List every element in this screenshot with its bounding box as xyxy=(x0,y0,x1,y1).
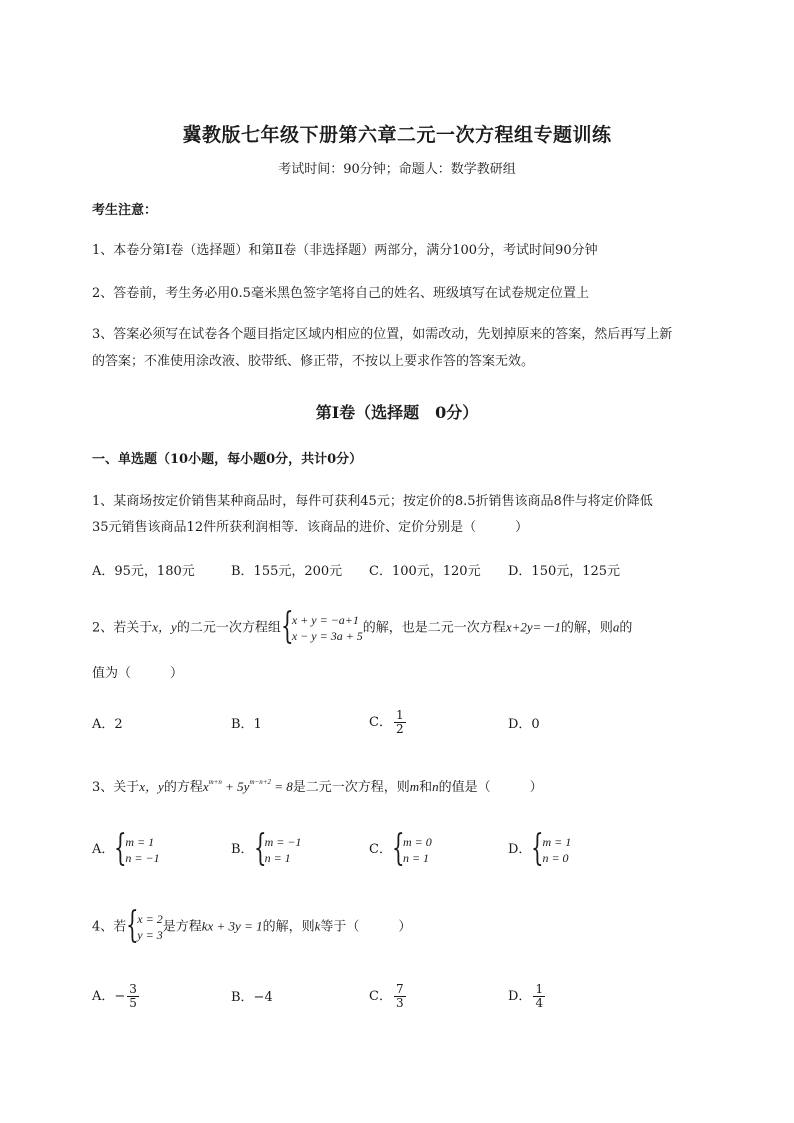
q1-text-line-2: 35元销售该商品12件所获利润相等．该商品的进价、定价分别是（ ） xyxy=(92,520,529,535)
q3-option-c-eq1: m = 0 xyxy=(402,835,432,849)
q3-option-c-label: C． xyxy=(369,842,392,857)
q3-option-b xyxy=(231,828,302,869)
q2-option-c-fraction xyxy=(394,709,406,736)
q3-option-a-system xyxy=(114,828,160,869)
q2-eq3: x+2y=－1 xyxy=(505,619,561,635)
q3-option-d-eq2: n = 0 xyxy=(542,851,569,865)
q1-option-b: B．155元，200元 xyxy=(231,564,343,579)
q2-option-d: D．0 xyxy=(508,717,540,732)
fraction-numerator: 1 xyxy=(395,708,404,722)
q4-option-d-label: D． xyxy=(508,989,532,1004)
notice-heading: 考生注意： xyxy=(92,203,158,218)
part-heading: 一、单选题（10小题，每小题0分，共计0分） xyxy=(92,452,363,467)
q3-option-b-system xyxy=(253,828,302,869)
q2-mid: 的二元一次方程组 xyxy=(176,620,281,636)
brace-glyph: { xyxy=(391,828,405,869)
brace-glyph: { xyxy=(531,828,545,869)
q3-eq-x: x xyxy=(202,779,209,794)
q3-var-n: n xyxy=(432,779,439,794)
exam-title: 冀教版七年级下册第六章二元一次方程组专题训练 xyxy=(182,124,612,146)
q4-option-a xyxy=(92,983,141,1010)
q1-option-a: A．95元，180元 xyxy=(92,564,195,579)
q3-option-a-label: A． xyxy=(92,842,115,857)
q3-vars: x，y xyxy=(139,779,164,794)
q1-text-line-1: 1、某商场按定价销售某种商品时，每件可获利45元；按定价的8.5折销售该商品8件与将定价降低 xyxy=(92,494,653,509)
q3-option-a-eq1: m = 1 xyxy=(125,835,155,849)
q2-after2: 的解，则 xyxy=(560,620,613,636)
q4-after: 的解，则 xyxy=(262,919,315,935)
exam-subtitle: 考试时间：90分钟；命题人：数学教研组 xyxy=(278,162,516,177)
q3-var-m: m xyxy=(409,779,420,794)
q2-option-c xyxy=(369,709,408,736)
q1-option-d: D．150元，125元 xyxy=(508,564,621,579)
fraction-denominator: 4 xyxy=(535,996,544,1010)
notice-item-1: 1、本卷分第I卷（选择题）和第Ⅱ卷（非选择题）两部分，满分100分，考试时间90分钟 xyxy=(92,243,598,258)
q3-text xyxy=(92,773,543,797)
q3-end: 的值是（ ） xyxy=(438,780,543,795)
q4-option-c xyxy=(369,983,408,1010)
q3-option-b-label: B． xyxy=(231,842,254,857)
q2-text-line-2: 值为（ ） xyxy=(92,666,184,681)
q4-option-d xyxy=(508,983,547,1010)
q2-var-a: a xyxy=(612,619,620,635)
q3-option-b-eq2: n = 1 xyxy=(264,851,291,865)
brace-glyph: { xyxy=(114,828,127,869)
q2-option-a: A．2 xyxy=(92,717,123,732)
brace-glyph: { xyxy=(126,905,139,946)
fraction-numerator: 3 xyxy=(129,982,137,996)
q4-option-a-fraction xyxy=(127,983,139,1010)
q2-after: 的解，也是二元一次方程 xyxy=(362,620,506,636)
q2-option-b: B．1 xyxy=(231,717,262,732)
q2-text-line-1 xyxy=(92,606,633,647)
q3-and: 和 xyxy=(419,780,433,795)
fraction-denominator: 5 xyxy=(129,996,137,1010)
q3-option-a-eq2: n = −1 xyxy=(125,851,160,865)
q3-option-d-system xyxy=(531,828,572,869)
q3-option-b-eq1: m = −1 xyxy=(264,835,302,849)
q3-exponent-2: m−n+2 xyxy=(249,778,271,786)
notice-item-3-continued: 的答案；不准使用涂改液、胶带纸、修正带，不按以上要求作答的答案无效。 xyxy=(92,354,535,369)
fraction-denominator: 3 xyxy=(395,996,404,1010)
fraction-numerator: 1 xyxy=(535,982,544,996)
q4-option-c-fraction xyxy=(394,983,406,1010)
q3-eq-mid: + 5y xyxy=(221,779,250,794)
q3-option-c-system xyxy=(391,828,432,869)
q3-option-d-label: D． xyxy=(508,842,532,857)
q2-equation-system xyxy=(280,606,363,647)
section-title: 第I卷（选择题 0分） xyxy=(315,403,479,422)
q2-eq1: x + y = −a+1 xyxy=(291,613,359,627)
brace-glyph: { xyxy=(280,606,294,647)
q2-option-c-label: C． xyxy=(369,715,392,730)
q3-after: 是二元一次方程，则 xyxy=(292,780,410,795)
q1-option-c: C．100元，120元 xyxy=(369,564,481,579)
q4-mid: 是方程 xyxy=(162,919,202,935)
q2-eq2: x − y = 3a + 5 xyxy=(291,629,363,643)
q2-end: 的 xyxy=(619,620,633,636)
q3-mid: 的方程 xyxy=(163,780,203,795)
q3-option-a xyxy=(92,828,160,869)
q4-equation-system xyxy=(126,905,163,946)
q4-text xyxy=(92,905,412,946)
q4-option-c-label: C． xyxy=(369,989,392,1004)
q2-prefix: 2、若关于 xyxy=(92,620,153,636)
notice-item-3: 3、答案必须写在试卷各个题目指定区域内相应的位置，如需改动，先划掉原来的答案，然后再写上新 xyxy=(92,327,673,342)
fraction-denominator: 2 xyxy=(395,722,404,736)
q3-exponent-1: m+n xyxy=(208,778,222,786)
q3-eq-end: = 8 xyxy=(270,779,293,794)
q3-option-d-eq1: m = 1 xyxy=(542,835,572,849)
q4-option-d-fraction xyxy=(533,983,545,1010)
q4-eq1: x = 2 xyxy=(137,912,163,926)
notice-item-2: 2、答卷前，考生务必用0.5毫米黑色签字笔将自己的姓名、班级填写在试卷规定位置上 xyxy=(92,286,589,301)
q3-option-c-eq2: n = 1 xyxy=(402,851,430,865)
brace-glyph: { xyxy=(253,828,267,869)
q4-eq3: kx + 3y = 1 xyxy=(201,918,263,934)
q3-option-d xyxy=(508,828,572,869)
q4-var-k: k xyxy=(314,918,321,934)
q4-option-a-label: A．− xyxy=(92,989,126,1004)
q4-option-b: B．−4 xyxy=(231,990,273,1005)
fraction-numerator: 7 xyxy=(395,982,404,996)
q4-prefix: 4、若 xyxy=(92,919,127,935)
q2-vars: x，y xyxy=(152,619,177,635)
q3-prefix: 3、关于 xyxy=(92,780,140,795)
q3-option-c xyxy=(369,828,432,869)
q4-eq2: y = 3 xyxy=(137,928,163,942)
q3-equation xyxy=(203,779,293,794)
q4-end: 等于（ ） xyxy=(320,919,412,935)
